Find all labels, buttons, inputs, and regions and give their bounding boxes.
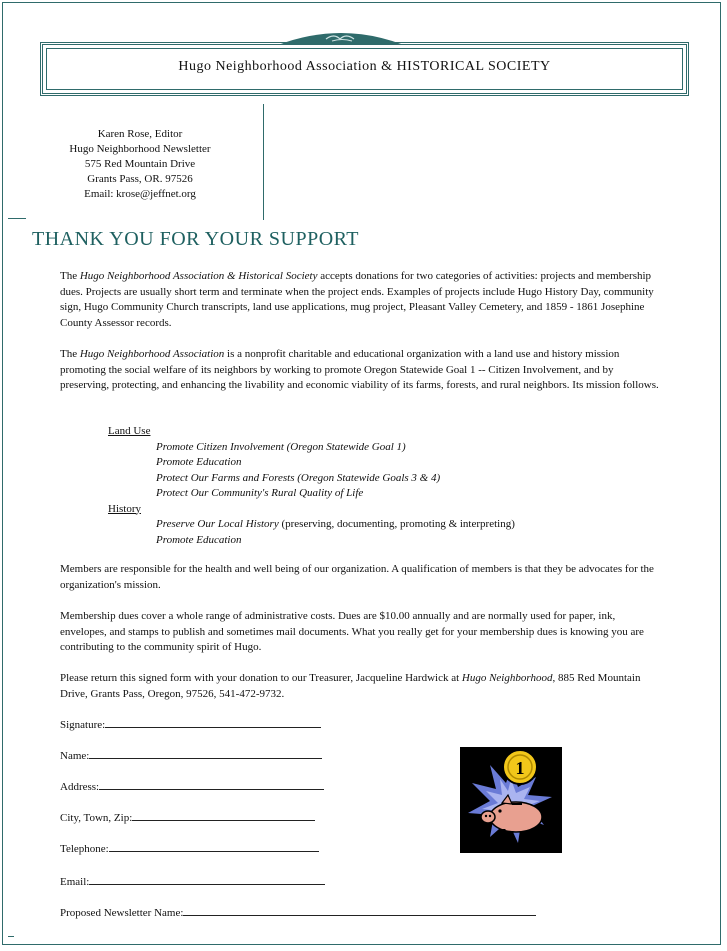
editor-email: Email: krose@jeffnet.org (84, 188, 196, 200)
editor-street: 575 Red Mountain Drive (84, 158, 196, 170)
telephone-line[interactable] (109, 841, 319, 852)
newsletter-name-label: Proposed Newsletter Name: (60, 907, 184, 919)
editor-name: Karen Rose, Editor (97, 128, 183, 140)
p1-pre: The (60, 270, 80, 282)
land-use-item: Protect Our Community's Rural Quality of Life (156, 487, 364, 499)
history-item (108, 517, 515, 533)
paragraph-dues: Membership dues cover a whole range of administrative costs. Dues are $10.00 annually and are normally used for paper, ink, envelopes, and stamps to publish and sometimes mail documents. What you really get for your membership dues is knowing you are contributing to the community spirit of Hugo. (60, 610, 644, 653)
paragraph-donations (60, 269, 660, 331)
p5-pre: Please return this signed form with your donation to our Treasurer, Jacqueline Hardwick at (60, 672, 462, 684)
piggy-bank-icon (460, 747, 562, 853)
city-line[interactable] (132, 810, 315, 821)
email-label: Email: (60, 876, 90, 888)
paragraph-return (60, 671, 660, 702)
email-line[interactable] (89, 874, 325, 885)
p2-post: is a nonprofit charitable and educational organization with a land use and history mission promoting the social welfare of its neighbors by working to promote Oregon Statewide Goal 1 -- Citizen Involvement, and by preserving, protecting, and enhancing the livability and economic viability of its farms, forests, and rural neighbors. Its mission follows. (60, 348, 659, 391)
p1-org-name: Hugo Neighborhood Association & Historical Society (79, 270, 318, 282)
masthead-title: Hugo Neighborhood Association & HISTORICAL SOCIETY (178, 59, 551, 74)
masthead (40, 42, 689, 96)
land-use-item: Promote Education (156, 456, 242, 468)
telephone-field[interactable] (60, 841, 319, 855)
vertical-divider (263, 104, 264, 220)
history-header: History (108, 502, 141, 515)
history-item-title: Preserve Our Local History (156, 518, 279, 530)
address-line[interactable] (99, 779, 324, 790)
name-field[interactable] (60, 748, 322, 762)
history-item: Promote Education (156, 533, 242, 546)
p5-post: , 885 Red Mountain Drive, Grants Pass, Oregon, 97526, 541-472-9732. (60, 672, 641, 700)
newsletter-name-line[interactable] (183, 905, 536, 916)
page-headline: THANK YOU FOR YOUR SUPPORT (32, 228, 360, 250)
p5-org-name: Hugo Neighborhood (461, 672, 553, 684)
masthead-ornament-icon (276, 27, 406, 49)
p1-post: accepts donations for two categories of activities: projects and membership dues. Projects are usually short term and terminate when the project ends. Examples of projects include Hugo History Day, community sign, Hugo Community Church transcripts, land use applications, mug project, Pleasant Valley Cemetery, and 1859 - 1861 Josephine County Assessor records. (60, 270, 654, 329)
land-use-header: Land Use (108, 425, 151, 437)
p2-org-name: Hugo Neighborhood Association (79, 348, 225, 360)
signature-field[interactable] (60, 717, 321, 731)
p2-pre: The (60, 348, 80, 360)
paragraph-mission (60, 347, 660, 394)
land-use-item: Promote Citizen Involvement (Oregon Statewide Goal 1) (156, 440, 406, 453)
paragraph-members: Members are responsible for the health and well being of our organization. A qualification of members is that they be advocates for the organization's mission. (60, 563, 654, 591)
svg-text:1: 1 (515, 758, 525, 778)
address-field[interactable] (60, 779, 324, 793)
editor-publication: Hugo Neighborhood Newsletter (69, 143, 211, 155)
signature-line[interactable] (105, 717, 321, 728)
city-label: City, Town, Zip: (60, 812, 133, 824)
land-use-item: Protect Our Farms and Forests (Oregon Statewide Goals 3 & 4) (156, 471, 441, 484)
newsletter-name-field[interactable] (60, 905, 536, 919)
name-line[interactable] (89, 748, 322, 759)
history-item-detail: (preserving, documenting, promoting & interpreting) (278, 518, 515, 530)
email-field[interactable] (60, 874, 325, 888)
mission-outline (108, 424, 515, 548)
city-field[interactable] (60, 810, 315, 824)
left-rule (8, 218, 26, 219)
telephone-label: Telephone: (60, 843, 109, 855)
editor-block (40, 127, 240, 202)
signature-label: Signature: (60, 719, 106, 731)
address-label: Address: (60, 781, 100, 793)
bottom-rule (8, 936, 14, 937)
editor-city: Grants Pass, OR. 97526 (87, 173, 193, 185)
name-label: Name: (60, 750, 90, 762)
